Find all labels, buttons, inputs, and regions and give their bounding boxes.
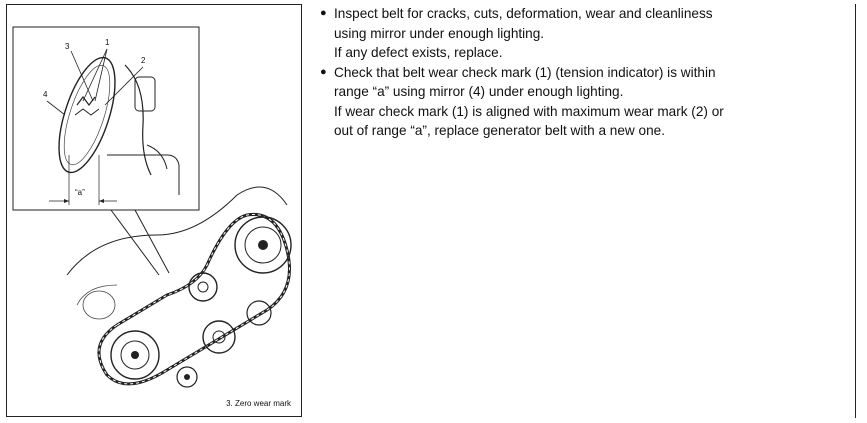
bullet1-line1: Inspect belt for cracks, cuts, deformation, wear and cleanliness (334, 6, 713, 21)
bullet2-line1: Check that belt wear check mark (1) (tension indicator) is within (334, 64, 716, 80)
bullet2-line4: out of range “a”, replace generator belt with a new one. (334, 123, 665, 138)
belt-ribs-reflection-2 (75, 109, 99, 115)
lower-idler-center (184, 374, 190, 380)
bullet-icon: ● (320, 7, 327, 19)
water-pump-pulley (203, 321, 235, 353)
idler-pulley-hub (198, 282, 208, 292)
serpentine-belt (99, 214, 290, 383)
callout-3: 3 (65, 42, 70, 51)
engine-belt-drawing (7, 5, 303, 418)
instruction-text (318, 4, 838, 141)
bullet2-line3: If wear check mark (1) is aligned with maximum wear mark (2) or (334, 103, 724, 119)
figure-caption: 3. Zero wear mark (226, 399, 291, 408)
bullet1-line2: using mirror under enough lighting. (334, 25, 545, 41)
ac-pulley-center (258, 240, 268, 250)
belt-illustration-figure (6, 4, 302, 417)
engine-block-curve (147, 145, 167, 169)
callout-1: 1 (105, 38, 110, 47)
engine-top-outline (67, 187, 287, 275)
instruction-bullet-1 (318, 4, 838, 24)
callout-1-line (95, 49, 107, 101)
callout-4: 4 (43, 90, 48, 99)
belt-ribs (99, 214, 290, 383)
bullet-icon: ● (320, 65, 327, 78)
range-a-arrowheads (64, 199, 104, 203)
range-a-label: “a” (75, 188, 85, 197)
inset-leader-line (111, 210, 159, 275)
tensioner-body (135, 77, 155, 111)
belt-ribs-reflection (77, 97, 95, 105)
crankshaft-center (131, 351, 139, 359)
idler-pulley (189, 273, 217, 301)
instruction-bullet-2 (318, 63, 838, 83)
bullet1-line3: If any defect exists, replace. (334, 45, 503, 60)
callout-2-line (105, 67, 143, 105)
callout-2: 2 (141, 56, 146, 65)
bullet2-line2: range “a” using mirror (4) under enough lighting. (334, 84, 624, 99)
engine-block-edge (107, 155, 179, 195)
callout-3-line (71, 51, 93, 101)
callout-4-line (47, 101, 65, 115)
inspection-mirror (48, 51, 127, 179)
tensioner-pulley (247, 301, 271, 325)
callout-1-line-b (83, 49, 107, 101)
inset-leader-line-2 (135, 210, 169, 273)
engine-boss (83, 291, 115, 319)
